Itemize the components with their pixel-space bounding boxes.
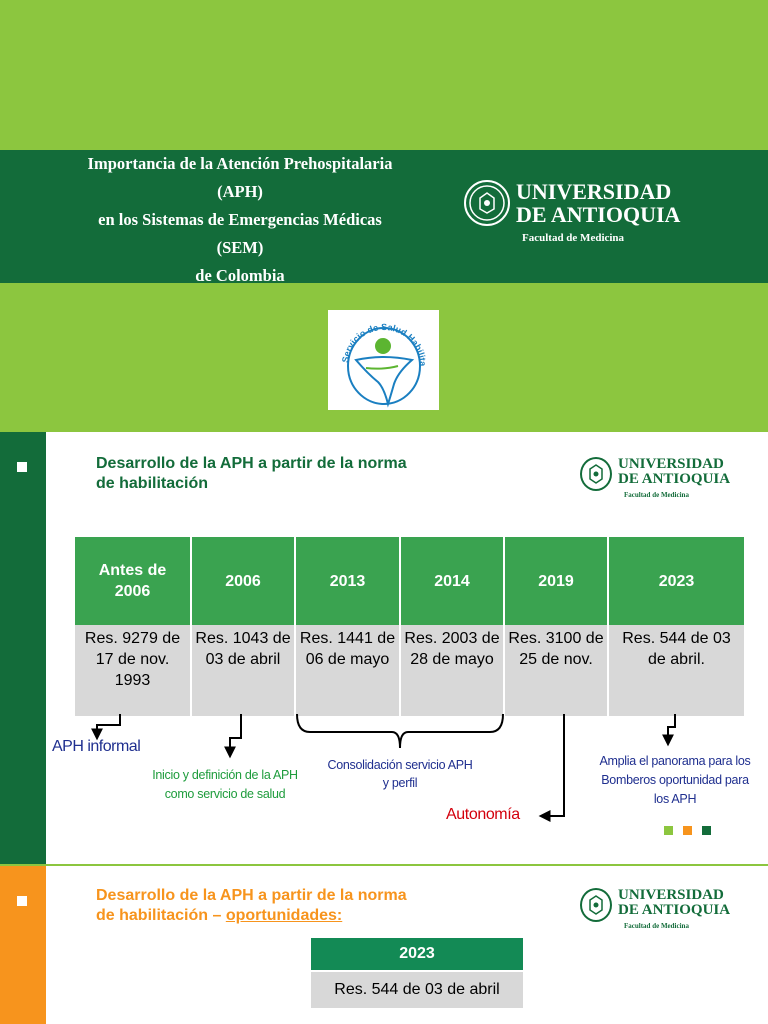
opportunity-resolution: Res. 544 de 03 de abril [311,972,523,1008]
university-name-line1: UNIVERSIDAD [516,179,672,204]
university-seal-icon [580,888,612,922]
note-autonomia: Autonomía [446,806,520,823]
timeline-resolution: Res. 544 de 03 de abril. [608,625,744,716]
timeline-resolution: Res. 2003 de 28 de mayo [400,625,504,716]
slide-title [96,886,456,926]
logo-text: Servicio de Salud Habilita [340,321,429,367]
faculty-name: Facultad de Medicina [522,232,625,244]
slide-side-bar [0,866,46,1024]
timeline-year: 2013 [295,537,400,625]
accent-square-dark-green [702,826,711,835]
university-name-line1: UNIVERSIDAD [618,456,724,472]
bullet-icon [17,896,27,906]
arrow-aph-informal [97,714,120,738]
university-name-line1: UNIVERSIDAD [618,887,724,903]
faculty-name: Facultad de Medicina [624,491,689,499]
cover-title-line: Importancia de la Atención Prehospitalaria [87,154,393,173]
accent-square-green [664,826,673,835]
timeline-resolution: Res. 1043 de 03 de abril [191,625,295,716]
timeline-year: 2014 [400,537,504,625]
slide-title-line1: Desarrollo de la APH a partir de la norma [96,887,407,904]
cover-title-line: (SEM) [216,238,264,257]
university-name-line2: DE ANTIOQUIA [618,471,731,487]
accent-square-orange [683,826,692,835]
slide-title-prefix: de habilitación – [96,907,226,924]
slide-title-underlined: oportunidades: [225,907,343,924]
cover-title-line: (APH) [217,182,263,201]
timeline-year: 2006 [191,537,295,625]
timeline-resolution: Res. 1441 de 06 de mayo [295,625,400,716]
arrow-amplia [668,714,675,744]
slide-title-line1: Desarrollo de la APH a partir de la norma [96,455,407,472]
cover-title-line: de Colombia [195,266,285,285]
timeline-year: 2019 [504,537,608,625]
slide-title-line2 [96,906,456,926]
faculty-name: Facultad de Medicina [624,922,689,930]
cover-title-line: en los Sistemas de Emergencias Médicas [98,210,382,229]
note-consolidacion: Consolidación servicio APH y perfil [327,758,473,790]
slide-title-line2: de habilitación [96,475,209,492]
timeline-year: 2023 [608,537,744,625]
university-name-line2: DE ANTIOQUIA [618,902,731,918]
arrow-autonomia [541,714,564,816]
note-aph-informal: APH informal [52,738,141,755]
note-inicio: Inicio y definición de la APH como servicio de salud [152,768,298,801]
timeline-resolution: Res. 9279 de 17 de nov. 1993 [75,625,191,716]
university-logo [580,888,730,930]
opportunity-year: 2023 [311,938,523,970]
university-name-line2: DE ANTIOQUIA [516,202,681,227]
note-amplia: Amplia el panorama para los Bomberos oportunidad para los APH [599,754,751,806]
brace-consolidacion [297,714,503,748]
timeline-year: Antes de 2006 [75,537,191,625]
arrow-inicio [230,714,241,756]
timeline-resolution: Res. 3100 de 25 de nov. [504,625,608,716]
